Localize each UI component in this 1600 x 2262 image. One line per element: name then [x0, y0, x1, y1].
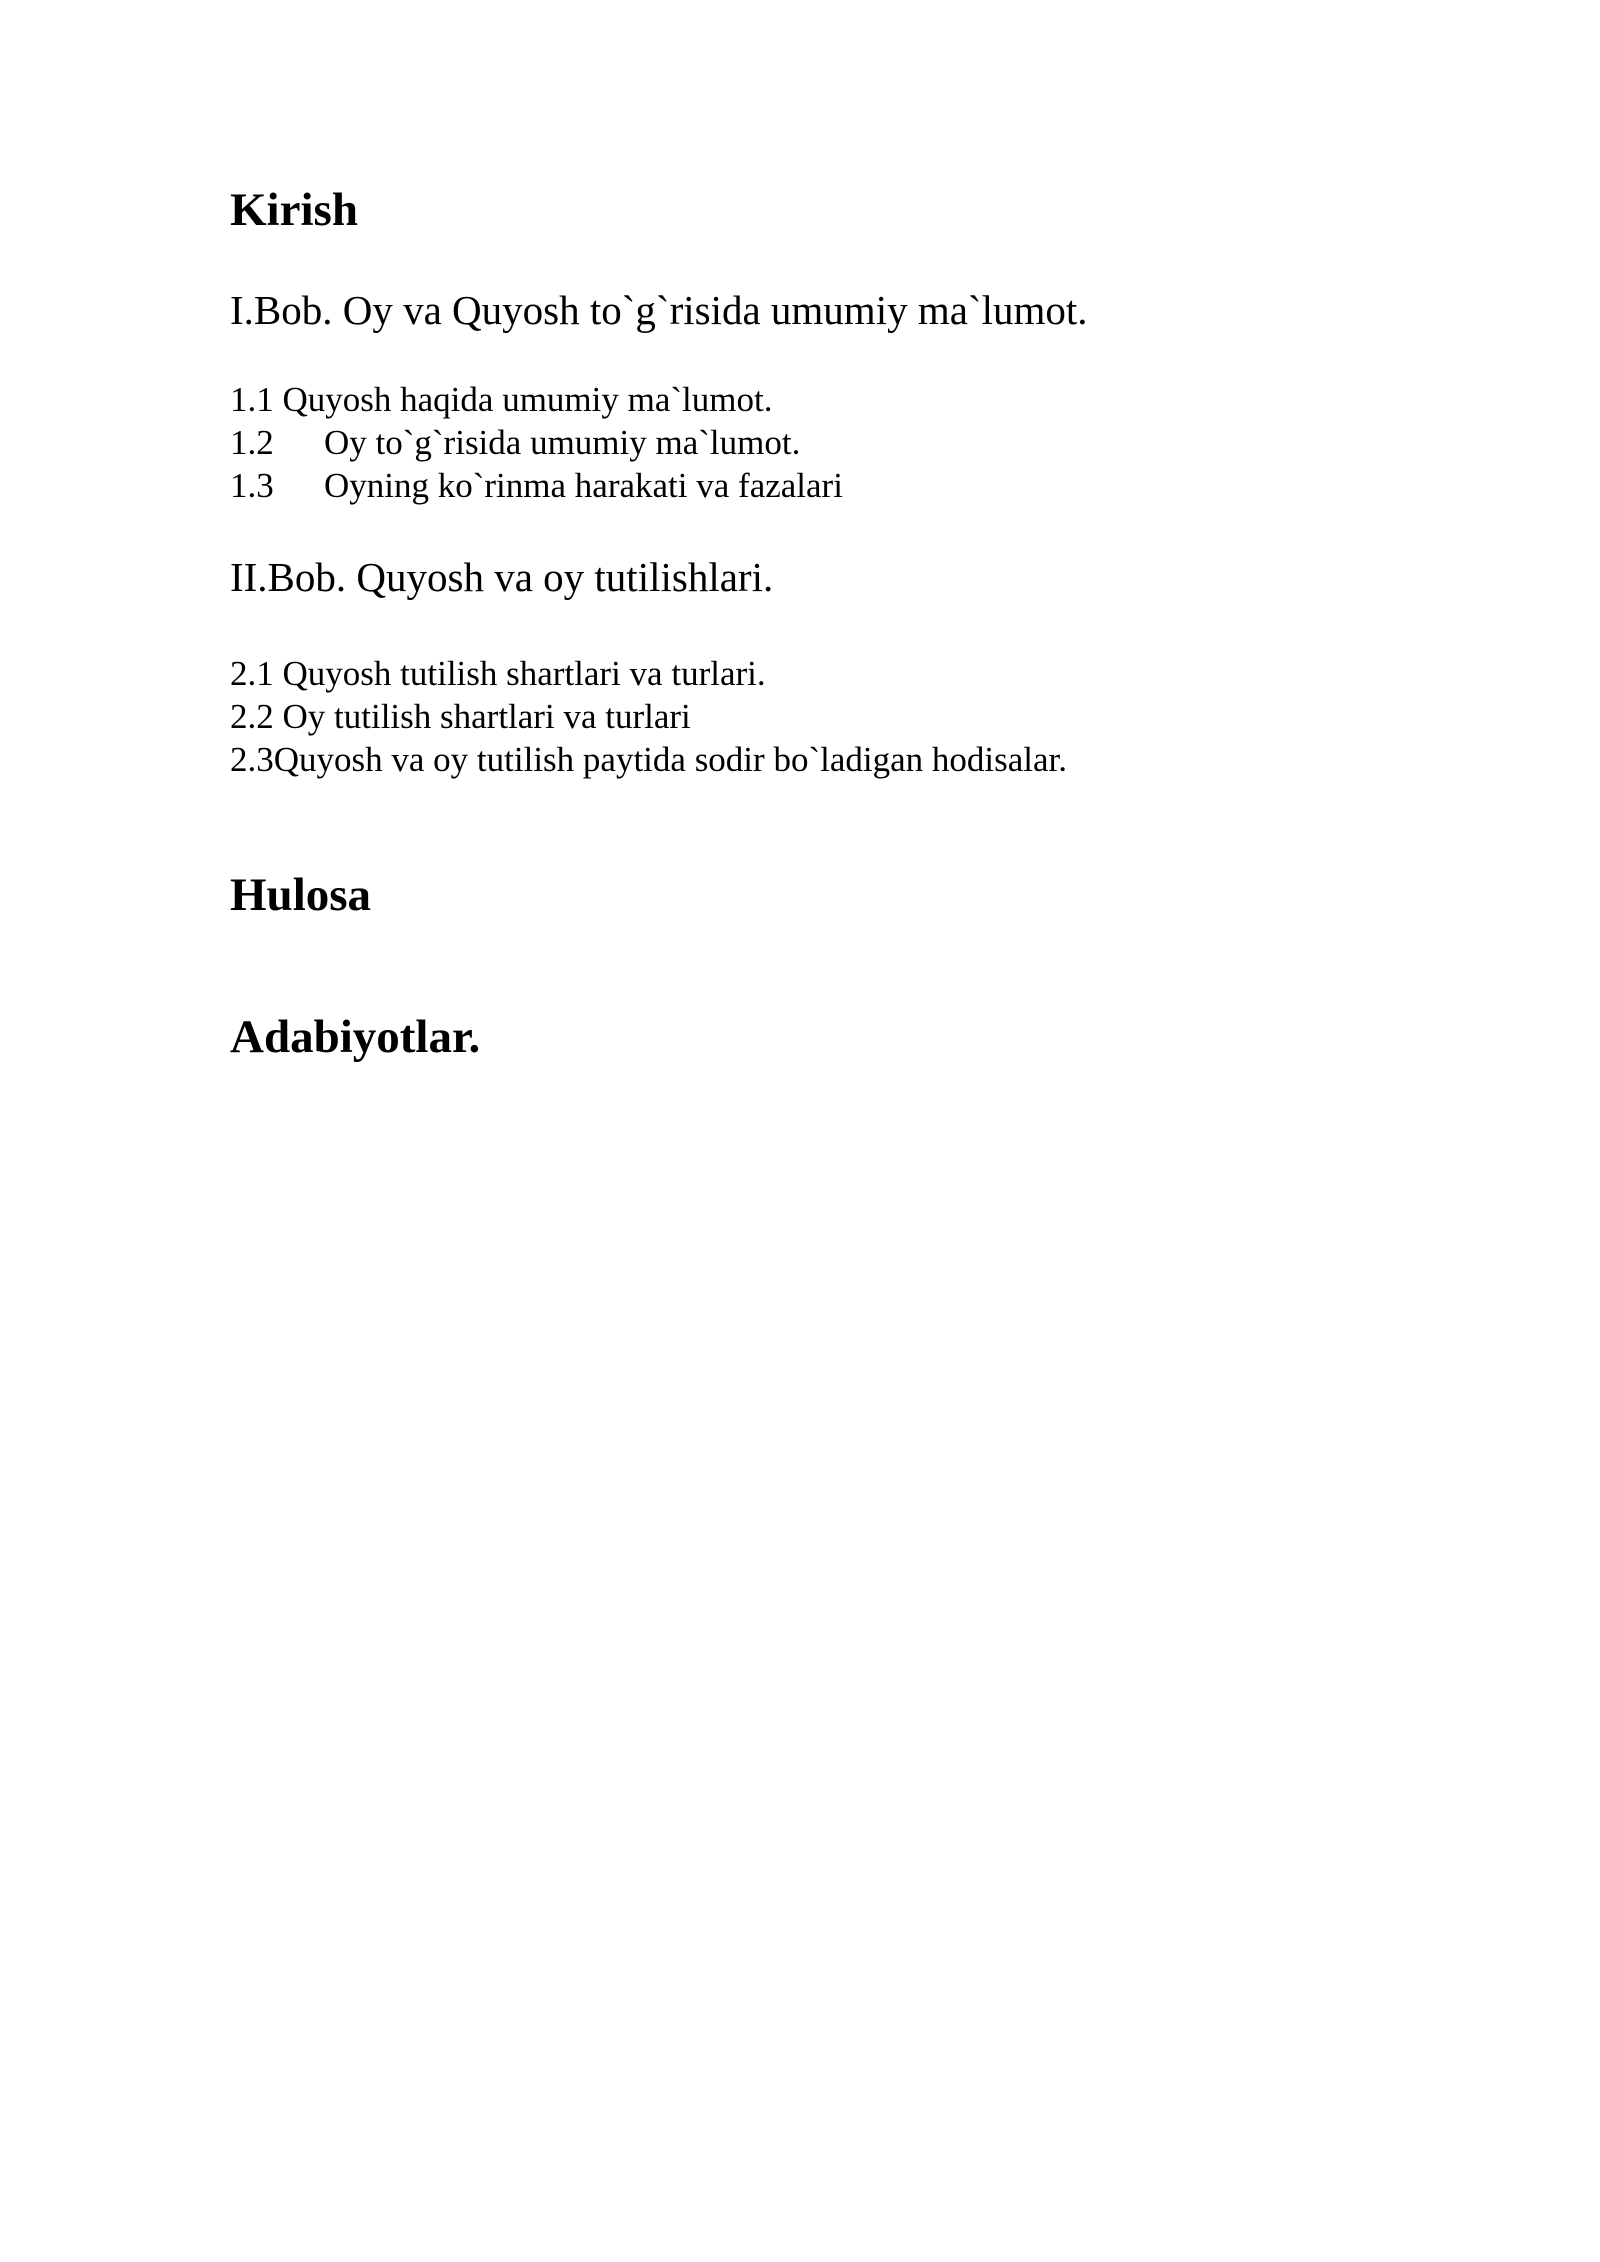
toc-item-text: Oy to`g`risida umumiy ma`lumot. — [324, 423, 801, 462]
toc-item-2-1: 2.1 Quyosh tutilish shartlari va turlari. — [230, 654, 766, 693]
toc-item-1-2 — [230, 425, 800, 460]
toc-item-text: Quyosh haqida umumiy ma`lumot. — [282, 380, 773, 419]
chapter-1-title: I.Bob. Oy va Quyosh to`g`risida umumiy ma`lumot. — [230, 287, 1088, 333]
toc-item-number: 1.1 — [230, 380, 274, 419]
heading-intro: Kirish — [230, 184, 358, 236]
heading-references: Adabiyotlar. — [230, 1011, 481, 1063]
toc-item-1-3 — [230, 468, 843, 503]
toc-item-number: 1.2 — [230, 423, 274, 462]
toc-item-number: 1.3 — [230, 466, 274, 505]
heading-conclusion: Hulosa — [230, 869, 372, 921]
chapter-2-title: II.Bob. Quyosh va oy tutilishlari. — [230, 554, 774, 600]
toc-item-2-3: 2.3Quyosh va oy tutilish paytida sodir bo`ladigan hodisalar. — [230, 740, 1067, 779]
toc-item-text: Oyning ko`rinma harakati va fazalari — [324, 466, 843, 505]
toc-item-2-2: 2.2 Oy tutilish shartlari va turlari — [230, 697, 691, 736]
toc-item-1-1 — [230, 382, 772, 417]
